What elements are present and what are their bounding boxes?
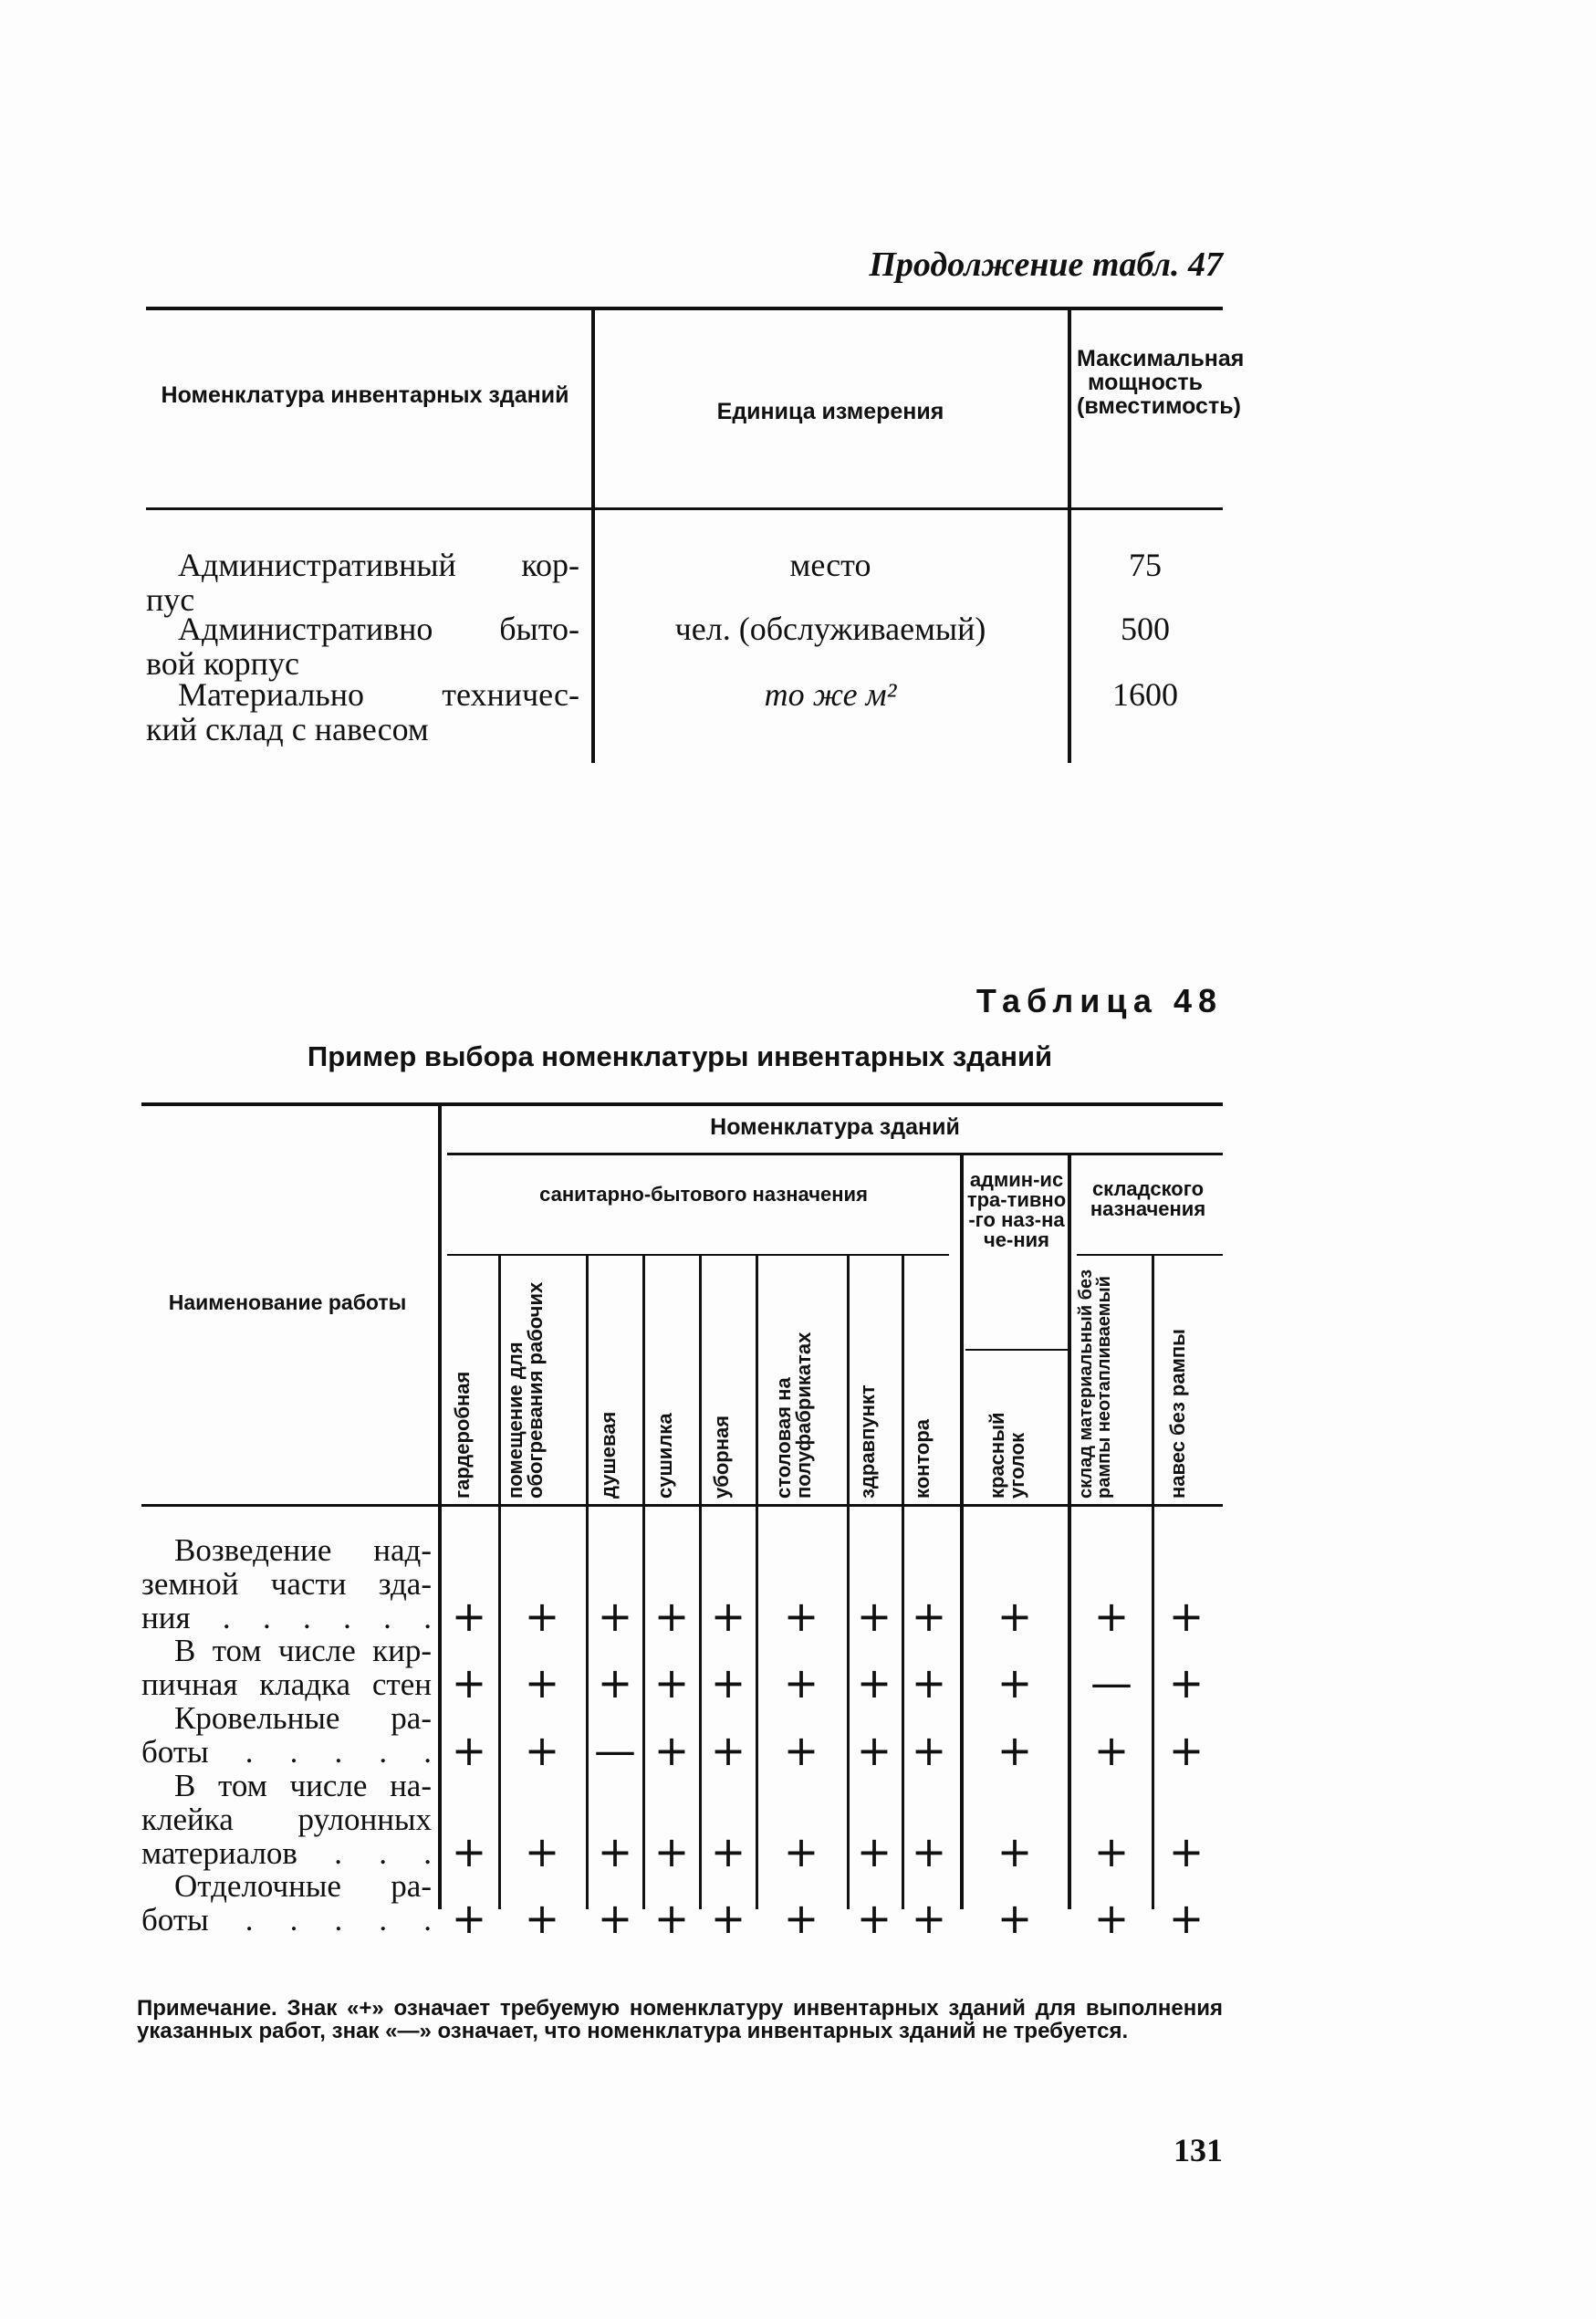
table48-row-label: боты . . . . . bbox=[141, 1902, 432, 1938]
plus-mark: + bbox=[710, 1894, 746, 1943]
plus-mark: + bbox=[1093, 1726, 1130, 1775]
table47-row-unit: место bbox=[789, 547, 871, 583]
plus-mark: + bbox=[856, 1894, 892, 1943]
column-header-warehouse: склад материальный без рампы неотапливаемый bbox=[1076, 1269, 1114, 1499]
plus-mark: + bbox=[451, 1726, 487, 1775]
table48-group-storage: складского назначения bbox=[1090, 1177, 1206, 1220]
plus-mark: + bbox=[597, 1827, 633, 1876]
table48-col-divider bbox=[699, 1256, 702, 1909]
table48-row-label: В том числе кир- bbox=[174, 1633, 432, 1668]
table47-row-name: Материально техничес- bbox=[178, 676, 579, 713]
column-header-canteen: столовая на полуфабрикатах bbox=[772, 1332, 815, 1499]
table48-row-label: материалов . . . bbox=[141, 1835, 432, 1871]
dash-mark: — bbox=[594, 1726, 636, 1775]
table48-title: Пример выбора номенклатуры инвентарных зданий bbox=[307, 1040, 1053, 1072]
plus-mark: + bbox=[653, 1658, 690, 1708]
table48-col-divider bbox=[1152, 1256, 1154, 1909]
plus-mark: + bbox=[996, 1827, 1033, 1876]
plus-mark: + bbox=[856, 1726, 892, 1775]
table48-header-work: Наименование работы bbox=[168, 1290, 407, 1314]
plus-mark: + bbox=[653, 1592, 690, 1641]
table47-caption: Продолжение табл. 47 bbox=[869, 245, 1223, 284]
table48-rule-storage bbox=[1077, 1254, 1223, 1256]
table48-rule-nomenclature bbox=[447, 1153, 1223, 1155]
plus-mark: + bbox=[1168, 1827, 1205, 1876]
column-header-red-corner: красный уголок bbox=[986, 1412, 1028, 1499]
table48-row-label: земной части зда- bbox=[141, 1566, 432, 1602]
table48-row-label: пичная кладка стен bbox=[141, 1666, 432, 1702]
plus-mark: + bbox=[1168, 1726, 1205, 1775]
plus-mark: + bbox=[996, 1658, 1033, 1708]
table48-col-divider bbox=[438, 1106, 442, 1909]
plus-mark: + bbox=[597, 1658, 633, 1708]
table48-group-admin: админ-истра-тивно-го наз-наче-ния bbox=[966, 1168, 1067, 1251]
table47-row-name-cont: пус bbox=[146, 581, 195, 618]
column-header-canopy: навес без рампы bbox=[1166, 1329, 1189, 1499]
table48-row-label: Кровельные ра- bbox=[174, 1700, 432, 1736]
table48-col-divider bbox=[847, 1256, 850, 1909]
table47-row-unit: чел. (обслуживаемый) bbox=[674, 611, 986, 647]
plus-mark: + bbox=[597, 1592, 633, 1641]
table48-top-rule bbox=[141, 1102, 1223, 1106]
plus-mark: + bbox=[783, 1658, 819, 1708]
plus-mark: + bbox=[856, 1592, 892, 1641]
table48-header-nomenclature: Номенклатура зданий bbox=[710, 1114, 960, 1140]
plus-mark: + bbox=[524, 1592, 560, 1641]
table48-col-divider bbox=[902, 1256, 904, 1909]
plus-mark: + bbox=[710, 1592, 746, 1641]
dash-mark: — bbox=[1090, 1658, 1132, 1708]
plus-mark: + bbox=[451, 1827, 487, 1876]
table48-number: Таблица 48 bbox=[975, 982, 1223, 1019]
plus-mark: + bbox=[1168, 1658, 1205, 1708]
plus-mark: + bbox=[653, 1894, 690, 1943]
table47-row-capacity: 1600 bbox=[1112, 676, 1178, 713]
table47-header-capacity: Максимальная мощность (вместимость) bbox=[1077, 346, 1245, 419]
plus-mark: + bbox=[710, 1726, 746, 1775]
table47-row-name-cont: вой корпус bbox=[146, 645, 299, 682]
plus-mark: + bbox=[524, 1894, 560, 1943]
plus-mark: + bbox=[710, 1658, 746, 1708]
table48-col-divider bbox=[960, 1155, 964, 1909]
table47-row-name: Административный кор- bbox=[178, 547, 579, 583]
table47-top-rule bbox=[146, 307, 1223, 310]
table48-col-divider bbox=[642, 1256, 645, 1909]
plus-mark: + bbox=[856, 1658, 892, 1708]
table47-col-divider bbox=[1068, 310, 1071, 763]
plus-mark: + bbox=[597, 1894, 633, 1943]
plus-mark: + bbox=[451, 1658, 487, 1708]
table48-row-label: Отделочные ра- bbox=[174, 1868, 432, 1904]
table47-header-unit: Единица измерения bbox=[716, 399, 944, 424]
table48-row-label: ния . . . . . . bbox=[141, 1600, 432, 1635]
table48-row-label: Возведение над- bbox=[174, 1532, 432, 1568]
plus-mark: + bbox=[996, 1726, 1033, 1775]
plus-mark: + bbox=[783, 1894, 819, 1943]
plus-mark: + bbox=[451, 1894, 487, 1943]
plus-mark: + bbox=[911, 1592, 947, 1641]
column-header-cloakroom: гардеробная bbox=[451, 1371, 474, 1499]
plus-mark: + bbox=[996, 1592, 1033, 1641]
plus-mark: + bbox=[1093, 1592, 1130, 1641]
plus-mark: + bbox=[911, 1894, 947, 1943]
plus-mark: + bbox=[524, 1827, 560, 1876]
table48-note: Примечание. Знак «+» означает требуемую номенклатуру инвентарных зданий для выполнения указанных работ, знак «—» означает, что номенклатура инвентарных зданий не требуется. bbox=[137, 1996, 1223, 2043]
plus-mark: + bbox=[524, 1726, 560, 1775]
table47-row-name-cont: кий склад с навесом bbox=[146, 711, 429, 747]
column-header-toilet: уборная bbox=[710, 1415, 733, 1499]
table47-row-capacity: 500 bbox=[1121, 611, 1170, 647]
plus-mark: + bbox=[653, 1827, 690, 1876]
table47-header-rule bbox=[146, 507, 1223, 510]
table47-row-name: Административно быто- bbox=[178, 611, 579, 647]
column-header-dryer: сушилка bbox=[653, 1413, 676, 1499]
column-header-shower: душевая bbox=[597, 1411, 620, 1499]
table48-rule-admin bbox=[965, 1349, 1068, 1351]
plus-mark: + bbox=[996, 1894, 1033, 1943]
plus-mark: + bbox=[710, 1827, 746, 1876]
table47-row-capacity: 75 bbox=[1129, 547, 1162, 583]
table48-group-sanitary: санитарно-бытового назначения bbox=[539, 1183, 868, 1206]
plus-mark: + bbox=[911, 1658, 947, 1708]
plus-mark: + bbox=[783, 1726, 819, 1775]
table48-rule-sanitary bbox=[447, 1254, 949, 1256]
table47-header-name: Номенклатура инвентарных зданий bbox=[161, 382, 569, 408]
plus-mark: + bbox=[451, 1592, 487, 1641]
table47-col-divider bbox=[591, 310, 595, 763]
plus-mark: + bbox=[1168, 1592, 1205, 1641]
table48-col-divider bbox=[498, 1256, 501, 1909]
table48-col-divider bbox=[756, 1256, 758, 1909]
table48-header-rule bbox=[141, 1504, 1223, 1507]
column-header-first-aid: здравпункт bbox=[856, 1384, 879, 1499]
table48-col-divider bbox=[586, 1256, 589, 1909]
plus-mark: + bbox=[653, 1726, 690, 1775]
table48-col-divider bbox=[1068, 1155, 1071, 1909]
plus-mark: + bbox=[856, 1827, 892, 1876]
plus-mark: + bbox=[1093, 1894, 1130, 1943]
plus-mark: + bbox=[1093, 1827, 1130, 1876]
plus-mark: + bbox=[783, 1827, 819, 1876]
plus-mark: + bbox=[911, 1726, 947, 1775]
plus-mark: + bbox=[911, 1827, 947, 1876]
table48-row-label: клейка рулонных bbox=[141, 1802, 432, 1837]
plus-mark: + bbox=[524, 1658, 560, 1708]
table48-row-label: боты . . . . . bbox=[141, 1734, 432, 1770]
plus-mark: + bbox=[1168, 1894, 1205, 1943]
table48-row-label: В том числе на- bbox=[174, 1768, 432, 1803]
table47-row-unit-handwritten: то же м² bbox=[764, 676, 897, 713]
plus-mark: + bbox=[783, 1592, 819, 1641]
page-number: 131 bbox=[1174, 2132, 1223, 2168]
column-header-heating-room: помещение для обогревания рабочих bbox=[504, 1281, 547, 1499]
column-header-office: контора bbox=[911, 1418, 934, 1499]
